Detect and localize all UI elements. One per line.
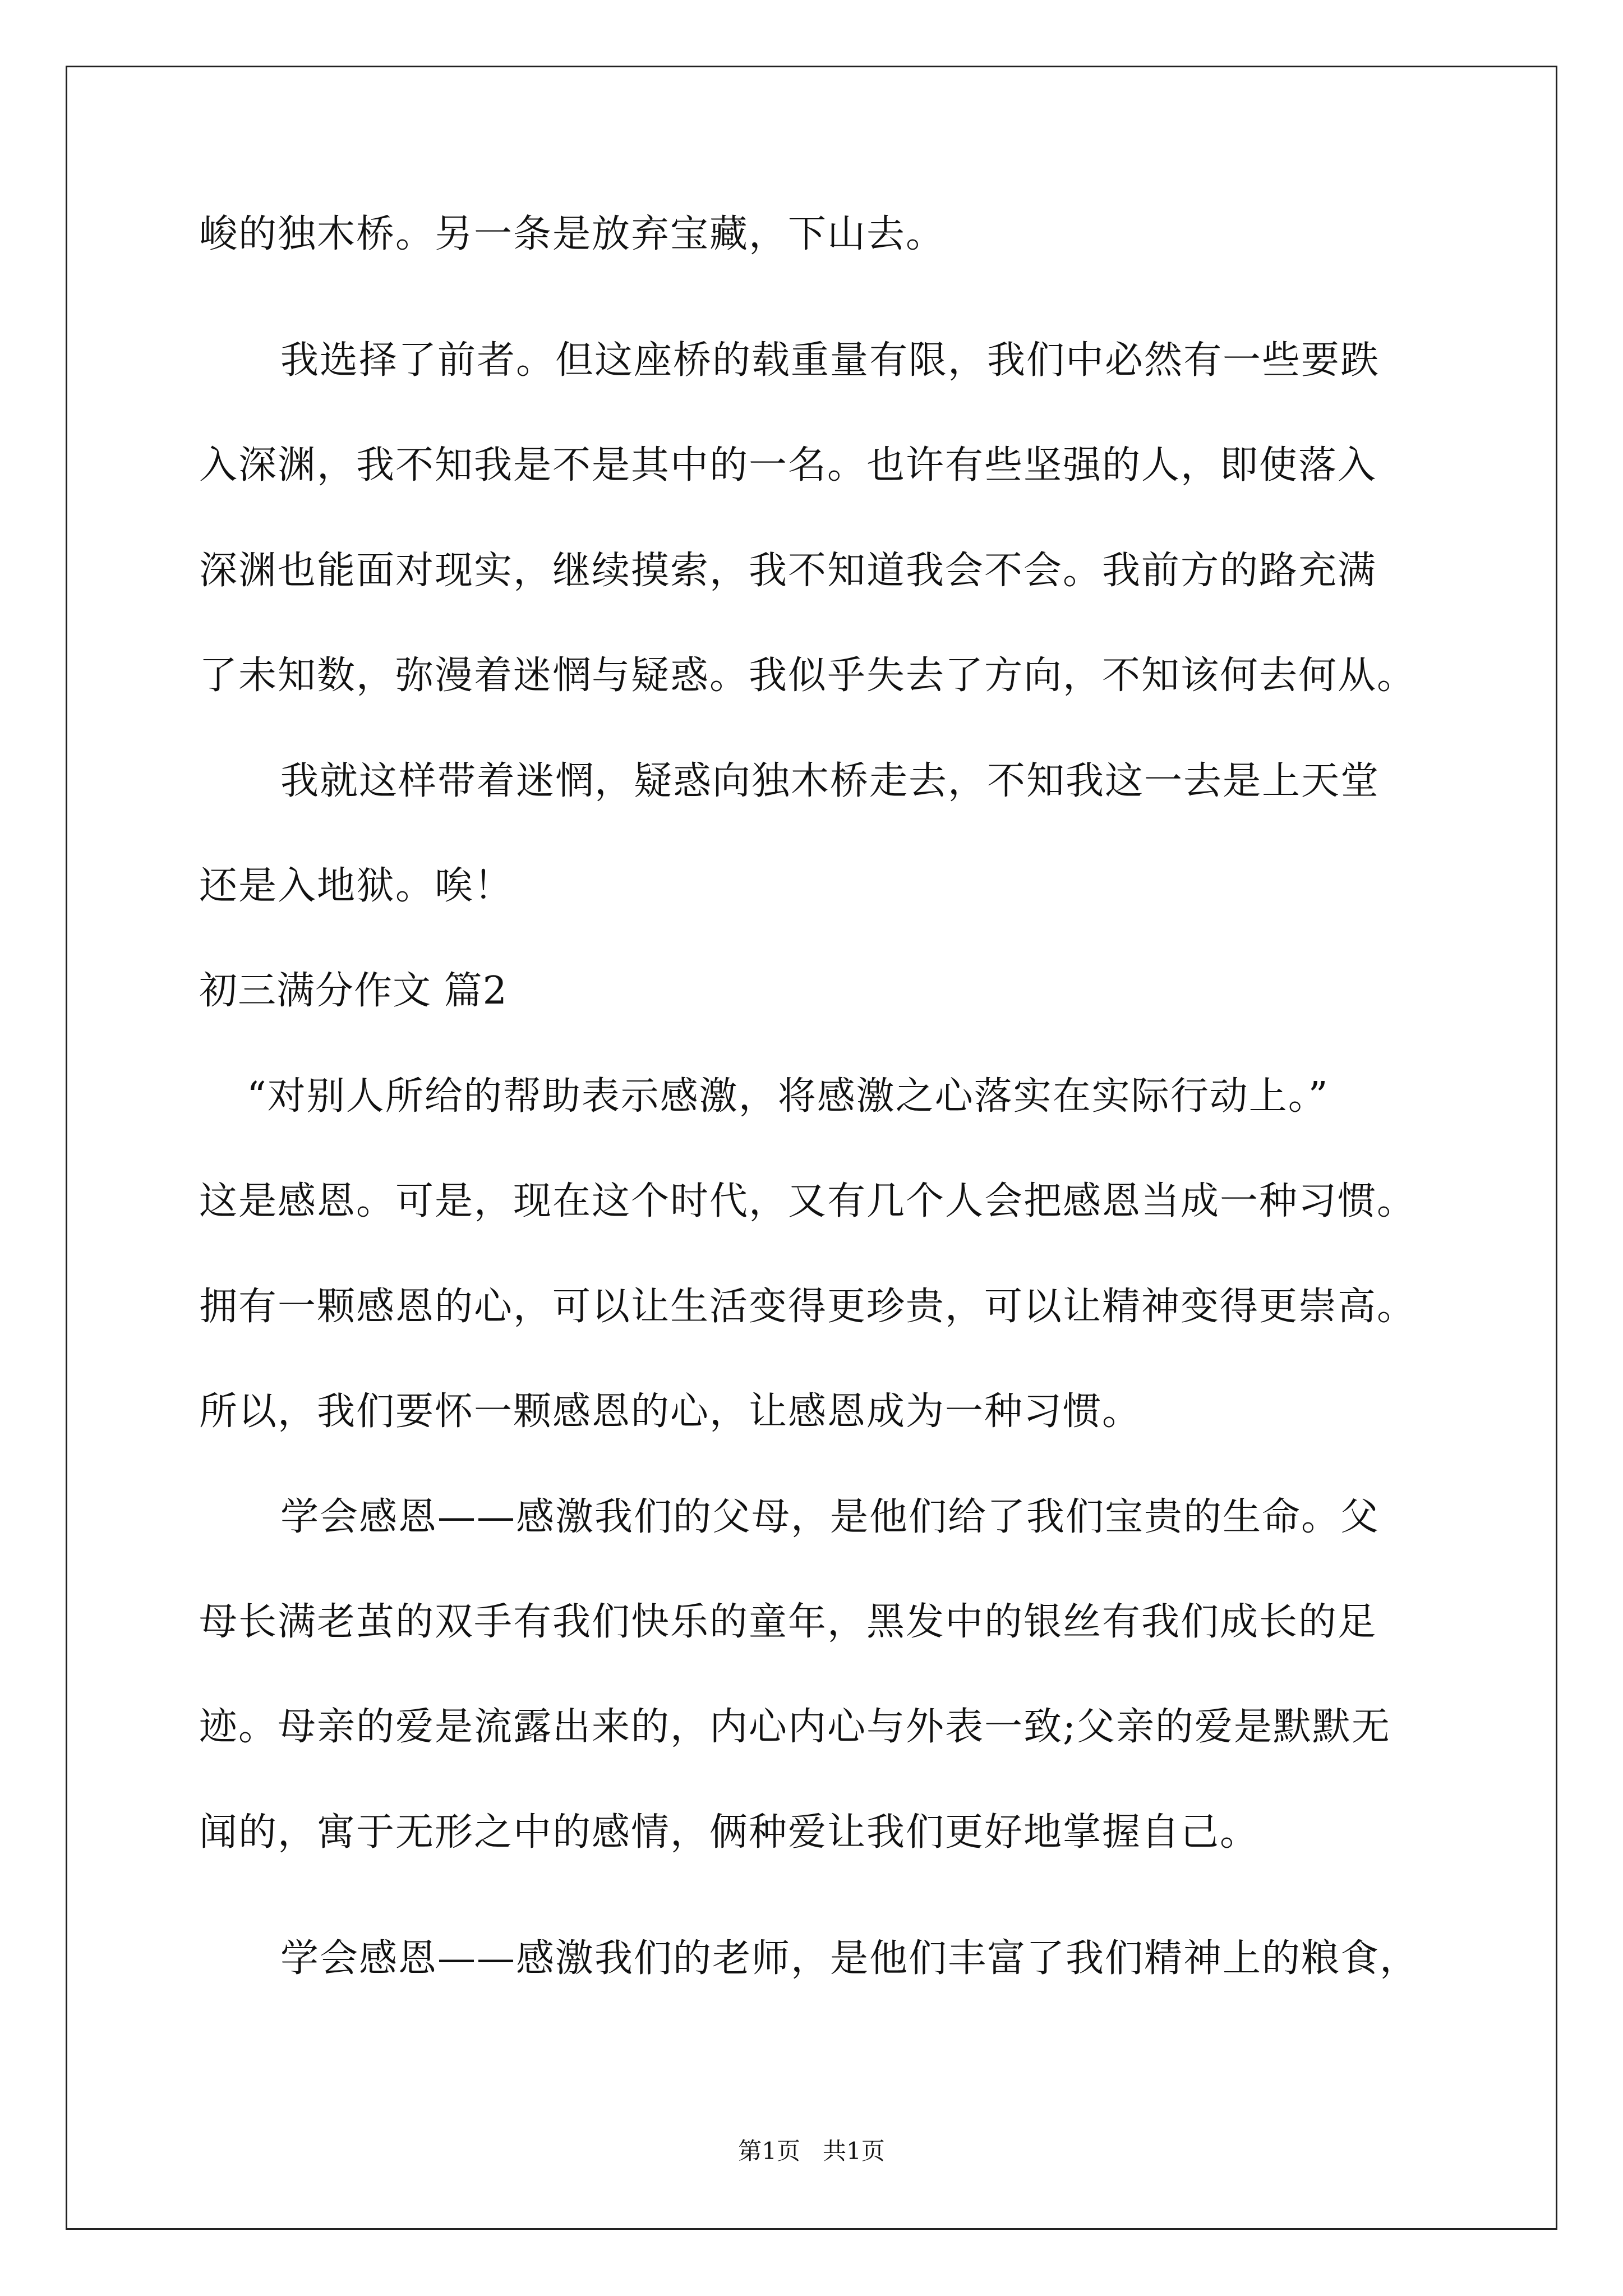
text-line: 峻的独木桥。另一条是放弃宝藏，下山去。 xyxy=(199,212,946,256)
page-frame xyxy=(66,66,1557,2230)
section-heading: 初三满分作文 篇2 xyxy=(199,969,508,1013)
text-line: 所以，我们要怀一颗感恩的心，让感恩成为一种习惯。 xyxy=(199,1389,1142,1434)
text-line: “对别人所给的帮助表示感激，将感激之心落实在实际行动上。” xyxy=(247,1074,1329,1119)
text-line: 闻的，寓于无形之中的感情，俩种爱让我们更好地掌握自己。 xyxy=(199,1810,1260,1855)
page-footer xyxy=(0,2137,1623,2165)
text-line: 深渊也能面对现实，继续摸索，我不知道我会不会。我前方的路充满 xyxy=(199,549,1377,593)
text-line: 这是感恩。可是，现在这个时代，又有几个人会把感恩当成一种习惯。 xyxy=(199,1179,1417,1223)
text-line: 我选择了前者。但这座桥的载重量有限，我们中必然有一些要跌 xyxy=(280,338,1380,383)
text-line: 了未知数，弥漫着迷惘与疑惑。我似乎失去了方向，不知该何去何从。 xyxy=(199,654,1417,698)
text-line: 学会感恩——感激我们的老师，是他们丰富了我们精神上的粮食， xyxy=(280,1936,1419,1981)
page-total: 共1页 xyxy=(823,2137,885,2165)
text-line: 学会感恩——感激我们的父母，是他们给了我们宝贵的生命。父 xyxy=(280,1495,1380,1539)
text-line: 拥有一颗感恩的心，可以让生活变得更珍贵，可以让精神变得更崇高。 xyxy=(199,1285,1417,1329)
text-line: 入深渊，我不知我是不是其中的一名。也许有些坚强的人，即使落入 xyxy=(199,443,1377,487)
text-line: 迹。母亲的爱是流露出来的，内心内心与外表一致;父亲的爱是默默无 xyxy=(199,1705,1391,1749)
text-line: 我就这样带着迷惘，疑惑向独木桥走去，不知我这一去是上天堂 xyxy=(280,759,1380,803)
text-line: 还是入地狱。唉！ xyxy=(199,864,514,908)
page-number: 第1页 xyxy=(738,2137,800,2165)
text-line: 母长满老茧的双手有我们快乐的童年，黑发中的银丝有我们成长的足 xyxy=(199,1600,1377,1644)
